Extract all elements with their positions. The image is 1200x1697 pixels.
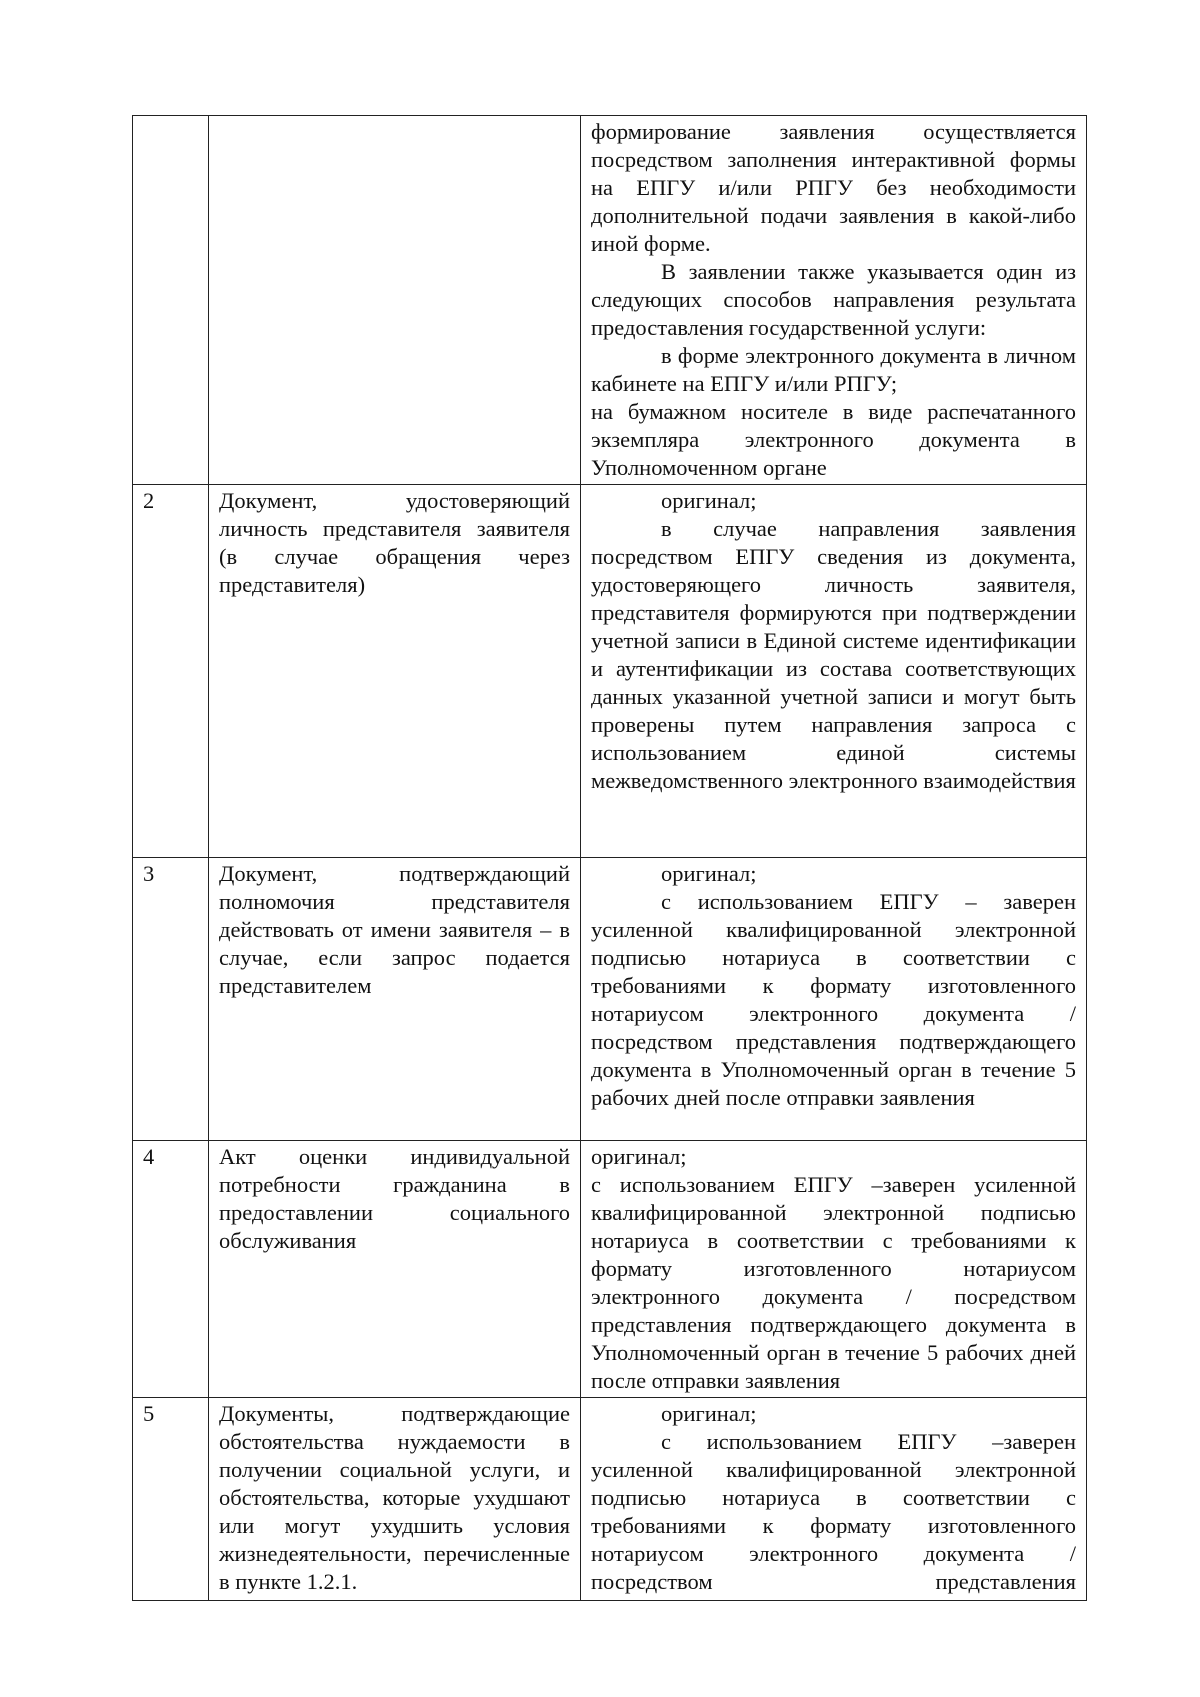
- table-row: [133, 1141, 1087, 1398]
- requirement-paragraph: формирование заявления осуществляется посредством заполнения интерактивной формы на ЕПГУ и/или РПГУ без необходимости дополнительной подачи заявления в какой-либо иной форме.: [591, 119, 1076, 256]
- table-row: [133, 858, 1087, 1141]
- requirement-paragraph: в случае направления заявления посредством ЕПГУ сведения из документа, удостоверяющего личность заявителя, представителя формируются при подтверждении учетной записи в Единой системе идентификации и аутентификации из состава соответствующих данных указанной учетной записи и могут быть проверены путем направления запроса с использованием единой системы межведомственного электронного взаимодействия: [591, 516, 1076, 793]
- table-row: [133, 1398, 1087, 1601]
- table-row: [133, 116, 1087, 485]
- row-number-cell: 3: [133, 858, 209, 1141]
- row-number-cell: 5: [133, 1398, 209, 1601]
- requirements-cell: [581, 116, 1087, 485]
- requirement-paragraph: оригинал;: [591, 1144, 687, 1169]
- requirement-paragraph: В заявлении также указывается один из следующих способов направления результата предоставления государственной услуги:: [591, 259, 1076, 340]
- row-number-cell: 2: [133, 485, 209, 858]
- table-row: [133, 485, 1087, 858]
- document-name-cell: Документ, подтверждающий полномочия представителя действовать от имени заявителя – в случае, если запрос подается представителем: [209, 858, 581, 1141]
- document-name-cell: Документы, подтверждающие обстоятельства нуждаемости в получении социальной услуги, и обстоятельства, которые ухудшают или могут ухудшить условия жизнедеятельности, перечисленные в пункте 1.2.1.: [209, 1398, 581, 1601]
- requirement-paragraph: оригинал;: [661, 861, 757, 886]
- requirements-cell: [581, 1141, 1087, 1398]
- row-number-cell: [133, 116, 209, 485]
- document-name-cell: Акт оценки индивидуальной потребности гражданина в предоставлении социального обслуживания: [209, 1141, 581, 1398]
- document-name-cell: Документ, удостоверяющий личность представителя заявителя (в случае обращения через представителя): [209, 485, 581, 858]
- requirement-paragraph: с использованием ЕПГУ – заверен усиленной квалифицированной электронной подписью нотариуса в соответствии с требованиями к формату изготовленного нотариусом электронного документа / посредством представления подтверждающего документа в Уполномоченный орган в течение 5 рабочих дней после отправки заявления: [591, 889, 1076, 1110]
- requirement-paragraph: на бумажном носителе в виде распечатанного экземпляра электронного документа в Уполномоченном органе: [591, 399, 1076, 480]
- documents-table: [132, 115, 1087, 1601]
- requirement-paragraph: с использованием ЕПГУ –заверен усиленной квалифицированной электронной подписью нотариуса в соответствии с требованиями к формату изготовленного нотариусом электронного документа / посредством представления подтверждающего документа в Уполномоченный орган в течение 5 рабочих дней после отправки заявления: [591, 1172, 1076, 1393]
- requirement-paragraph: оригинал;: [661, 488, 757, 513]
- requirement-paragraph: в форме электронного документа в личном кабинете на ЕПГУ и/или РПГУ;: [591, 343, 1076, 396]
- document-name-cell: [209, 116, 581, 485]
- requirements-cell: [581, 1398, 1087, 1601]
- row-number-cell: 4: [133, 1141, 209, 1398]
- requirements-cell: [581, 858, 1087, 1141]
- requirements-cell: [581, 485, 1087, 858]
- requirement-paragraph: с использованием ЕПГУ –заверен усиленной квалифицированной электронной подписью нотариуса в соответствии с требованиями к формату изготовленного нотариусом электронного документа / посредством представления: [591, 1429, 1076, 1594]
- requirement-paragraph: оригинал;: [661, 1401, 757, 1426]
